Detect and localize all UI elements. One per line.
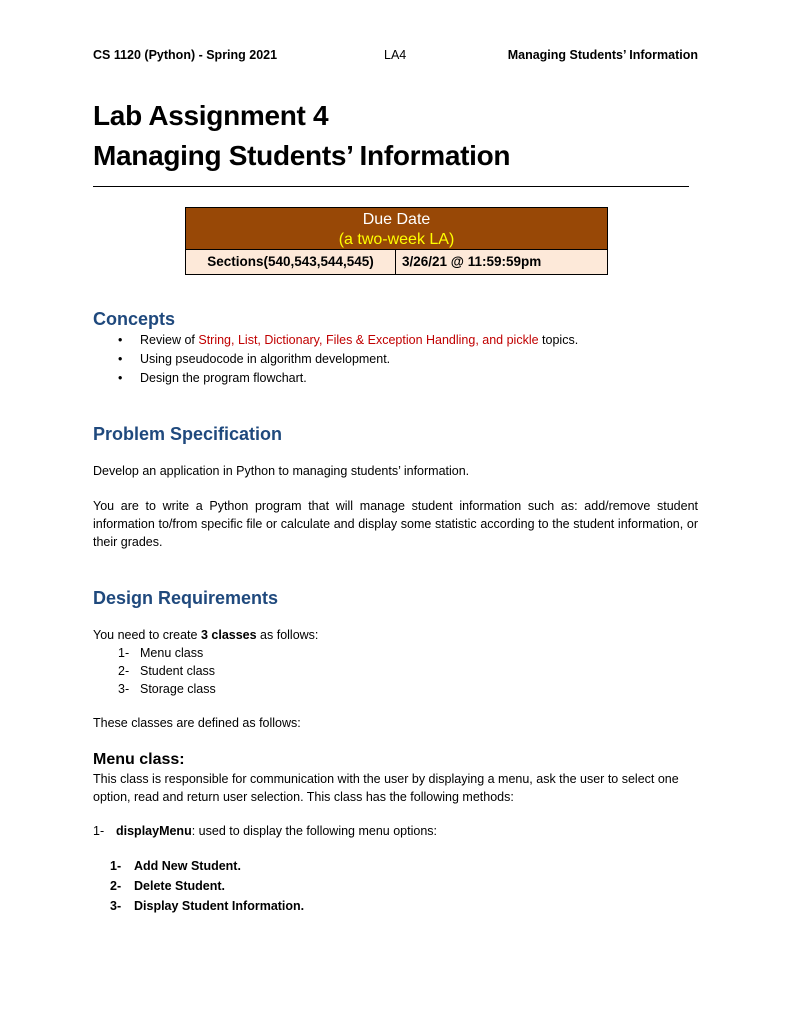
header-lab-code: LA4 [384,48,407,62]
list-item: • Review of String, List, Dictionary, Files & Exception Handling, and pickle topics. [118,331,578,350]
due-sections-cell: Sections(540,543,544,545) [186,250,396,274]
due-date-table [185,207,608,275]
design-intro: You need to create 3 classes as follows: [93,628,319,642]
menu-method: 1- displayMenu: used to display the following menu options: [93,824,438,838]
method-name: displayMenu [116,824,192,838]
concepts-topics: String, List, Dictionary, Files & Exception Handling, and pickle [198,333,539,347]
problem-heading: Problem Specification [93,424,283,444]
header-course: CS 1120 (Python) - Spring 2021 [93,48,278,62]
header-topic: Managing Students’ Information [507,48,698,62]
page-header [93,48,698,66]
menu-class-heading: Menu class: [93,751,185,768]
list-item: • Using pseudocode in algorithm development. [118,350,578,369]
bullet-icon: • [118,352,123,366]
problem-para-1: Develop an application in Python to managing students’ information. [93,464,470,478]
concepts-list [118,331,578,388]
design-heading: Design Requirements [93,588,279,608]
list-item: 1- Menu class [118,646,204,660]
page-title [93,96,510,176]
due-date-heading: Due Date [362,211,431,228]
due-date-header [186,208,607,250]
menu-class-description: This class is responsible for communication with the user by displaying a menu, ask the user to select one option, read and return user selection. This class has the following methods: [93,772,679,804]
class-list [118,644,216,698]
title-line-1: Lab Assignment 4 [93,100,329,131]
list-item: 2- Student class [118,664,216,678]
list-item: • Design the program flowchart. [118,369,578,388]
due-date-row [186,250,607,274]
concepts-heading: Concepts [93,309,176,329]
menu-options-list [110,856,304,916]
bullet-icon: • [118,333,123,347]
problem-para-2: You are to write a Python program that will manage student information such as: add/remove student information to/from specific file or calculate and display some statistic according to the student information, or their grades. [93,499,698,549]
design-intro-bold: 3 classes [200,628,257,642]
list-item: 3- Display Student Information. [110,899,305,913]
due-deadline-cell: 3/26/21 @ 11:59:59pm [402,254,542,269]
design-defined: These classes are defined as follows: [93,716,301,730]
list-item: 1- Add New Student. [110,859,241,873]
title-divider [93,186,689,187]
bullet-icon: • [118,371,123,385]
list-item: 2- Delete Student. [110,879,225,893]
due-date-subheading: (a two-week LA) [338,231,455,248]
title-line-2: Managing Students’ Information [93,140,511,171]
list-item: 3- Storage class [118,682,216,696]
